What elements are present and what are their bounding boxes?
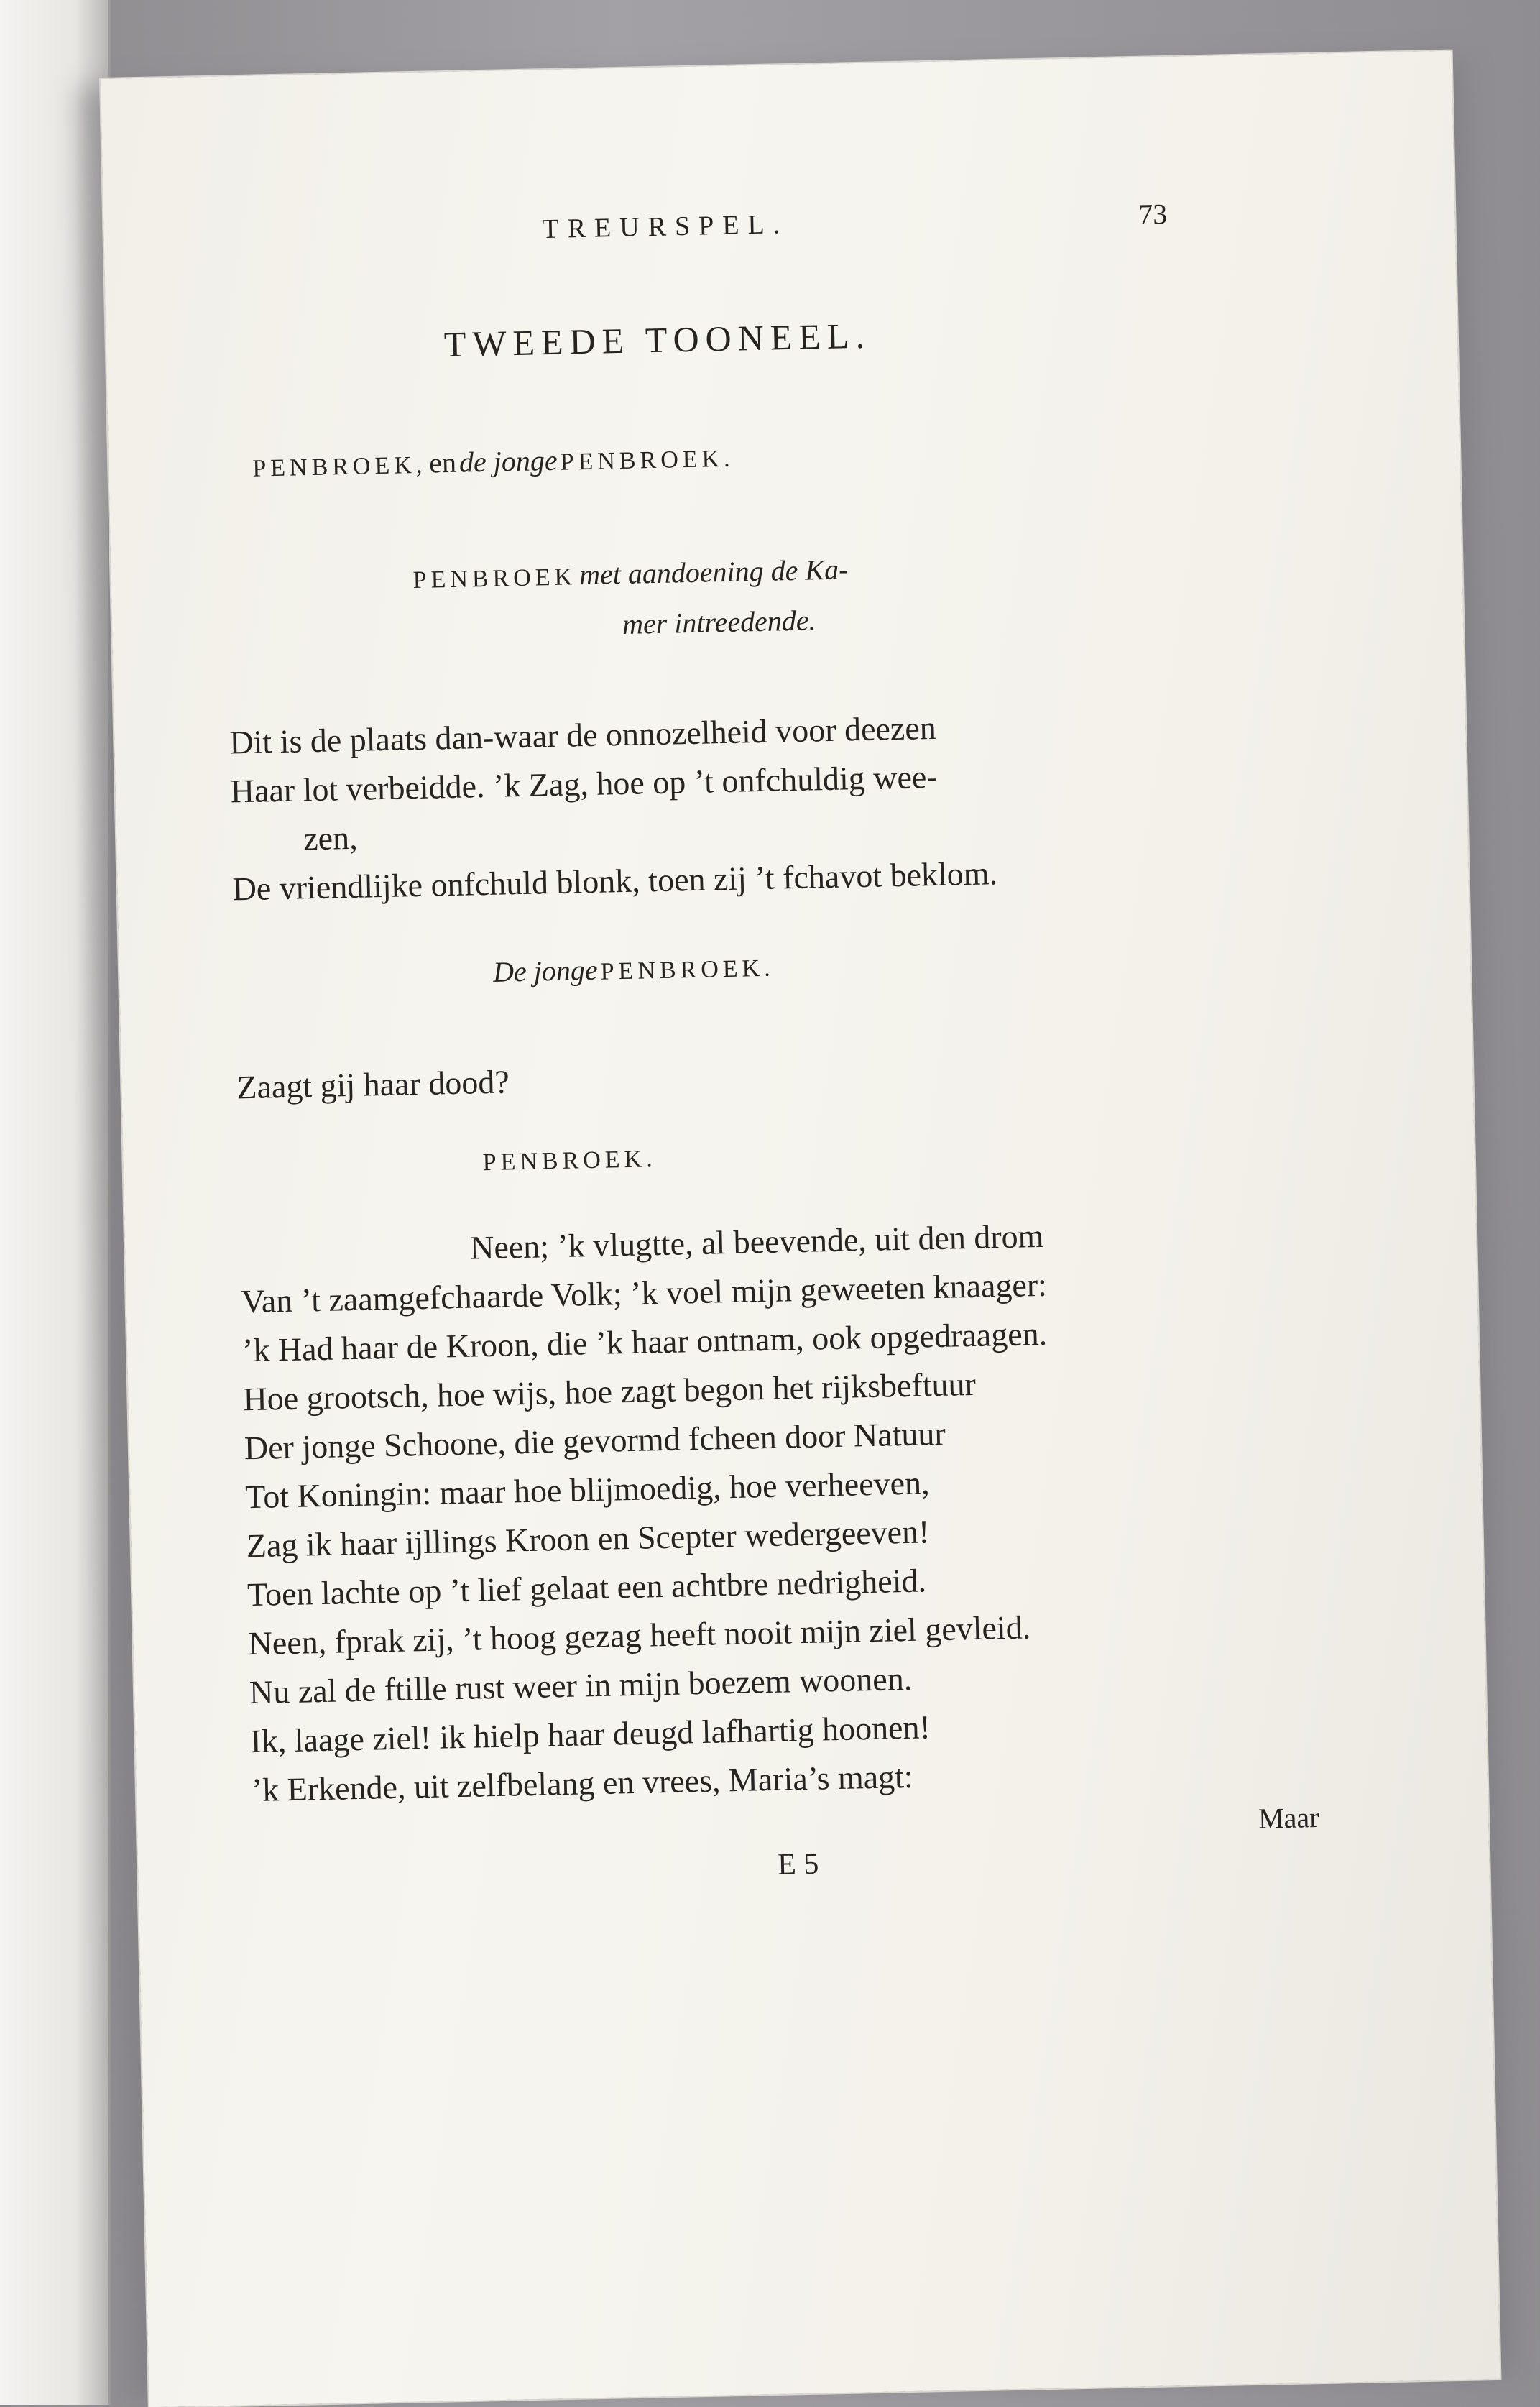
speaker-name: PENBROEK. — [600, 954, 775, 985]
stage-direction-line-1 — [412, 552, 849, 595]
catchword: Maar — [1258, 1801, 1319, 1835]
verse-line: Tot Koningin: maar hoe blijmoedig, hoe verheeven, — [244, 1464, 930, 1516]
verse-line: Neen; ’k vlugtte, al beevende, uit den drom — [469, 1217, 1044, 1266]
speaker-prefix: De jonge — [492, 953, 599, 988]
character-qualifier: de jonge — [458, 443, 558, 479]
speaker-heading: PENBROEK. — [482, 1146, 657, 1177]
verse-line: De vriendlijke onfchuld blonk, toen zij ’t fchavot beklom. — [232, 855, 998, 908]
verse-line: Toen lachte op ’t lief gelaat een achtbre nedrigheid. — [246, 1562, 927, 1614]
verse-line: zen, — [303, 819, 359, 857]
verse-line: Hoe grootsch, hoe wijs, hoe zagt begon het rijksbeftuur — [242, 1365, 977, 1418]
verse-line: Dit is de plaats dan-waar de onnozelheid voor deezen — [229, 709, 937, 761]
verse-line: ’k Had haar de Kroon, die ’k haar ontnam, ook opgedraagen. — [241, 1315, 1048, 1369]
page-number: 73 — [1138, 197, 1168, 231]
verse-line: Nu zal de ftille rust weer in mijn boezem woonen. — [249, 1660, 913, 1711]
stage-direction-speaker: PENBROEK — [412, 563, 577, 594]
verse-line: Van ’t zaamgefchaarde Volk; ’k voel mijn geweeten knaager: — [241, 1266, 1048, 1320]
stage-direction-line-2: mer intreedende. — [622, 604, 816, 640]
verse-line: Haar lot verbeidde. ’k Zag, hoe op ’t onfchuldig wee- — [230, 758, 939, 810]
stage-direction-text: met aandoening de Ka- — [578, 553, 849, 592]
verse-line: Ik, laage ziel! ik hielp haar deugd lafhartig hoonen! — [249, 1708, 931, 1760]
connector-text: en — [428, 446, 457, 479]
scene-characters — [252, 440, 734, 484]
verse-line: Zag ik haar ijllings Kroon en Scepter wedergeeven! — [246, 1513, 930, 1565]
character-name: PENBROEK, — [252, 451, 427, 482]
verse-line: Neen, fprak zij, ’t hoog gezag heeft nooit mijn ziel gevleid. — [248, 1608, 1031, 1662]
verse-line: Der jonge Schoone, die gevormd fcheen door Natuur — [244, 1414, 946, 1467]
book-page — [101, 51, 1500, 2407]
character-name: PENBROEK. — [560, 445, 734, 476]
verse-line: ’k Erkende, uit zelfbelang en vrees, Maria’s magt: — [251, 1757, 914, 1809]
verse-line: Zaagt gij haar dood? — [236, 1063, 510, 1106]
speaker-heading — [493, 949, 775, 989]
scene-title: TWEEDE TOONEEL. — [443, 315, 872, 365]
signature-mark: E 5 — [777, 1847, 819, 1882]
running-title: TREURSPEL. — [542, 209, 789, 245]
